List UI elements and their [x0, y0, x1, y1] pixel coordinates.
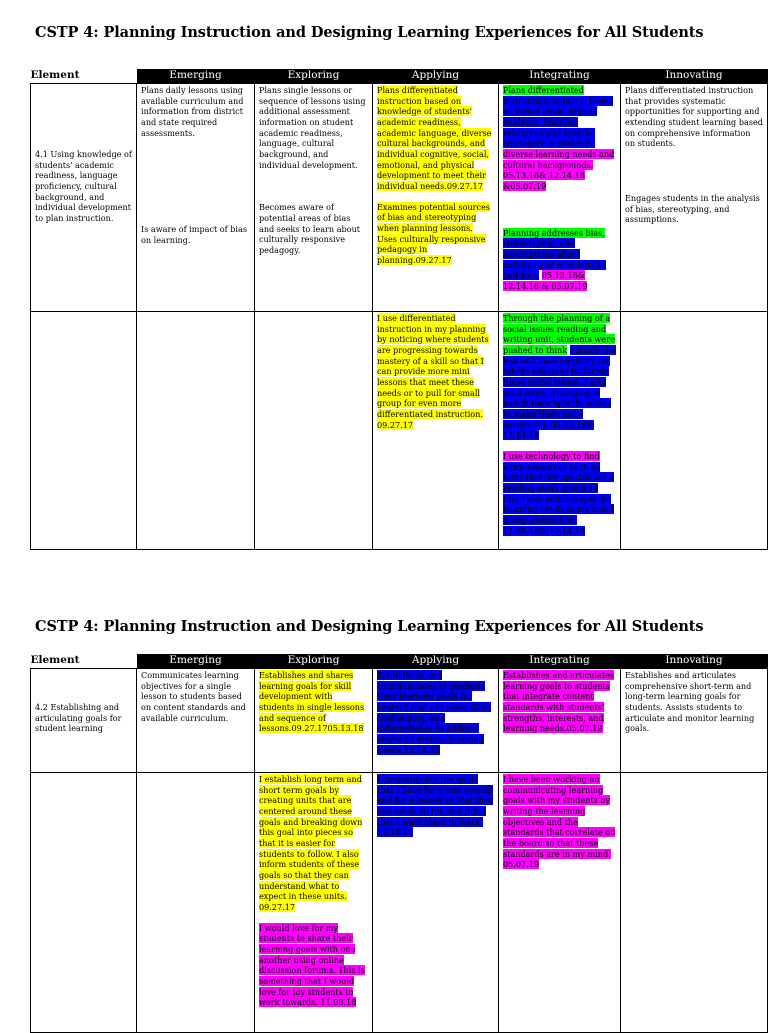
header-element: Element	[31, 654, 137, 669]
integrating-text-4: Planning addresses bias,	[503, 227, 605, 238]
emerging-text-2: Is aware of impact of bias on learning.	[141, 224, 247, 246]
integrating-text-2: instruction, which is based on broad knowledge of students. Matches resources and specific strategies to students'	[503, 95, 614, 149]
integrating-cell	[499, 84, 621, 312]
emerging-cell	[137, 84, 255, 312]
table-row	[31, 84, 768, 312]
header-emerging: Emerging	[137, 69, 255, 84]
header-innovating: Innovating	[621, 654, 768, 669]
innovating-cell	[621, 669, 768, 773]
integrating-text-1: Plans differentiated	[503, 85, 584, 95]
table-row	[31, 312, 768, 550]
applying-evidence: I communicate the goals that I have for a unit overall and for a lesson so that they can focus on the one thing that I want them to learn. 12.14.18	[377, 774, 494, 838]
element-label: 4.2 Establishing and articulating goals for student learning	[35, 702, 122, 734]
element-label: 4.1 Using knowledge of students' academic readiness, language proficiency, cultural background, and individual development to plan instruction.	[35, 149, 132, 224]
header-row	[31, 69, 768, 84]
innovating-text-2: Engages students in the analysis of bias, stereotyping, and assumptions.	[625, 193, 760, 225]
applying-text: Establishes and communicates to students their learning goals for content that are accessible, challenging, and differentiated to address students' diverse learning needs.12.14.18	[377, 670, 491, 755]
innovating-cell	[621, 84, 768, 312]
integrating-cell	[499, 669, 621, 773]
integrating-evidence: I have been working on communicating learning goals with my students by writing the learning objectives and the standards that correlate on the board so that these standards are in my mind. 05.07.19	[503, 774, 616, 870]
cstp-table-4-1	[30, 69, 768, 550]
header-applying: Applying	[373, 654, 499, 669]
exploring-cell	[255, 669, 373, 773]
page-title-2: CSTP 4: Planning Instruction and Designing Learning Experiences for All Students	[35, 618, 704, 635]
emerging-cell	[137, 669, 255, 773]
exploring-evidence-1: I establish long term and short term goals by creating units that are centered around these goals and breaking down this goal into pieces so that it is easier for students to follow. I also inform students of these goals so that they can understand what to expect in these units. 09.27.17	[259, 774, 363, 913]
header-applying: Applying	[373, 69, 499, 84]
applying-text-1: Plans differentiated instruction based on knowledge of students' academic readiness, academic language, diverse cultural backgrounds, and individual cognitive, social, emotional, and physical development to meet their individual needs.09.27.17	[377, 85, 492, 192]
integrating-text-3: diverse learning needs and cultural backgrounds. 05.13.18& 12.14.18 &05.07.19	[503, 149, 615, 192]
applying-evidence-cell	[373, 312, 499, 550]
integrating-evidence-3: I use technology to find	[503, 451, 600, 462]
header-row	[31, 654, 768, 669]
header-emerging: Emerging	[137, 654, 255, 669]
exploring-evidence-cell	[255, 773, 373, 1033]
element-cell	[31, 669, 137, 773]
applying-cell	[373, 669, 499, 773]
integrating-evidence-cell	[499, 312, 621, 550]
exploring-cell	[255, 84, 373, 312]
applying-cell	[373, 84, 499, 312]
page-title-1: CSTP 4: Planning Instruction and Designing Learning Experiences for All Students	[35, 24, 704, 41]
integrating-evidence-2: outside the box and have empathy for others who may be facing these social issues. I also used more strategies to match their specific needs to make them more successful. 05.13.18& 12.14.18	[503, 345, 616, 441]
exploring-text: Establishes and shares learning goals for skill development with students in single lessons and sequence of lessons.09.27.1705.13.18	[259, 670, 365, 734]
header-exploring: Exploring	[255, 654, 373, 669]
integrating-evidence-1: Through the planning of a social issues reading and writing unit, students were pushed to think	[503, 313, 615, 356]
table-row	[31, 773, 768, 1033]
cstp-table-4-2	[30, 654, 768, 1033]
table-row	[31, 669, 768, 773]
emerging-text-1: Plans daily lessons using available curriculum and information from district and state required assessments.	[141, 85, 244, 138]
header-innovating: Innovating	[621, 69, 768, 84]
exploring-evidence-2: I would love for my students to share their learning goals with one another using online discussion forums. This is something that I would love for my students to work towards. 11.08.18	[259, 922, 365, 1008]
integrating-text-5: stereotyping, and assumptions about cultures and members of cultures.	[503, 238, 606, 281]
integrating-evidence-4: more resources such as texts that are specific for a reading small group so that I can address specific learning needs in my small group instruction. 11.08.18& 12.14.18	[503, 461, 614, 536]
integrating-text-6: 05.13.18& 12.14.18 & 05.07.19	[503, 270, 588, 292]
applying-evidence: I use differentiated instruction in my planning by noticing where students are progressing towards mastery of a skill so that I can provide more mini lessons that meet these needs or to pull for small group for even more differentiated instruction. 09.27.17	[377, 313, 489, 430]
exploring-text-2: Becomes aware of potential areas of bias and seeks to learn about culturally responsive pedagogy.	[259, 202, 361, 256]
innovating-text-1: Plans differentiated instruction that provides systematic opportunities for supporting and extending student learning based on comprehensive information on students.	[625, 85, 763, 149]
element-cell	[31, 84, 137, 312]
applying-text-2: Examines potential sources of bias and stereotyping when planning lessons. Uses culturally responsive pedagogy in planning.09.27.17	[377, 201, 491, 266]
emerging-text: Communicates learning objectives for a single lesson to students based on content standards and available curriculum.	[141, 670, 246, 723]
header-exploring: Exploring	[255, 69, 373, 84]
exploring-text-1: Plans single lessons or sequence of lessons using additional assessment information on student academic readiness, language, cultural background, and individual development.	[259, 85, 366, 170]
header-element: Element	[31, 69, 137, 84]
header-integrating: Integrating	[499, 69, 621, 84]
integrating-evidence-cell	[499, 773, 621, 1033]
applying-evidence-cell	[373, 773, 499, 1033]
header-integrating: Integrating	[499, 654, 621, 669]
integrating-text: Establishes and articulates learning goals to students that integrate content standards with students' strengths, interests, and learning needs.05.07.19	[503, 670, 615, 734]
innovating-text: Establishes and articulates comprehensive short-term and long-term learning goals for students. Assists students to articulate and monitor learning goals.	[625, 670, 755, 734]
